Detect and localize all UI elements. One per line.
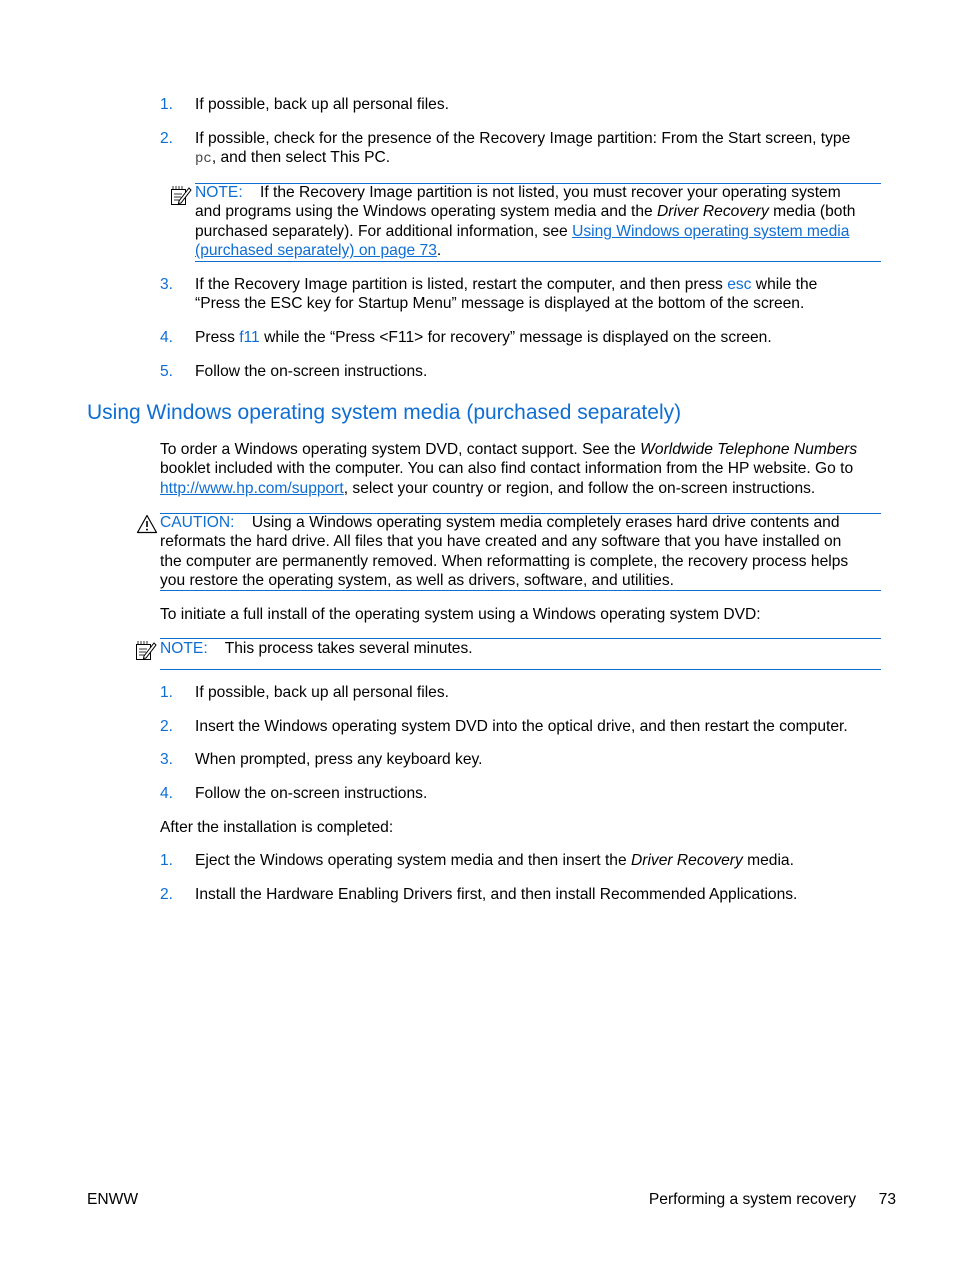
hp-support-link[interactable]: http://www.hp.com/support — [160, 479, 344, 497]
note-label: NOTE: — [160, 640, 208, 657]
footer-section-title: Performing a system recovery — [648, 1191, 856, 1208]
note-pencil-icon — [135, 640, 157, 662]
ui-term: This PC — [330, 149, 386, 167]
step-text: Press f11 while the “Press <F11> for recovery” message is displayed on the screen. — [195, 329, 772, 346]
warning-triangle-icon — [136, 514, 158, 534]
footer-left: ENWW — [87, 1191, 139, 1208]
cross-reference-link[interactable]: Using Windows operating system media — [572, 222, 850, 240]
step-text: Follow the on-screen instructions. — [195, 363, 428, 380]
step-number: 3. — [160, 276, 174, 293]
step-text: If the Recovery Image partition is listed, restart the computer, and then press esc while the “Press the ESC key for Startup Menu” message is displayed at the bottom of the screen. — [195, 276, 818, 313]
caution-box: CAUTION: Using a Windows operating system media completely erases hard drive contents and reformats the hard drive. All files that you have created and any software that you have installed on the computer are permanently removed. When reformatting is complete, the recovery process helps you restore the operating system, as well as drivers, software, and utilities. — [160, 514, 849, 590]
step-text: When prompted, press any keyboard key. — [195, 751, 483, 768]
step-number: 5. — [160, 363, 174, 380]
note-pencil-icon — [170, 185, 192, 207]
intro-paragraph: To initiate a full install of the operating system using a Windows operating system DVD: — [160, 606, 761, 623]
step-number: 2. — [160, 886, 174, 903]
step-number: 1. — [160, 852, 174, 869]
step-text: If possible, back up all personal files. — [195, 684, 449, 701]
key-name: esc — [727, 276, 752, 293]
section-heading: Using Windows operating system media (purchased separately) — [87, 401, 682, 424]
note-rule-bottom — [160, 669, 881, 670]
step-number: 2. — [160, 718, 174, 735]
step-text: If possible, back up all personal files. — [195, 96, 449, 113]
note-rule-bottom — [195, 261, 881, 262]
page-number: 73 — [878, 1191, 896, 1208]
section-paragraph: To order a Windows operating system DVD, contact support. See the Worldwide Telephone Numbers booklet included with the computer. You can also find contact information from the HP website. Go to http://www.hp.com/support, select your country or region, and follow the on-screen instructions. — [160, 441, 858, 497]
step-text: Eject the Windows operating system media and then insert the Driver Recovery media. — [195, 852, 794, 869]
step-number: 2. — [160, 130, 174, 147]
step-text: Insert the Windows operating system DVD into the optical drive, and then restart the computer. — [195, 718, 848, 735]
caution-label: CAUTION: — [160, 514, 235, 531]
step-number: 1. — [160, 96, 174, 113]
step-number: 3. — [160, 751, 174, 768]
key-name: f11 — [239, 329, 260, 346]
code-text: pc — [195, 151, 212, 168]
note-box: NOTE: This process takes several minutes. — [160, 640, 473, 657]
step-number: 1. — [160, 684, 174, 701]
after-paragraph: After the installation is completed: — [160, 819, 394, 836]
step-text: If possible, check for the presence of the Recovery Image partition: From the Start screen, type pc, and then select This PC. — [195, 130, 851, 168]
step-text: Install the Hardware Enabling Drivers first, and then install Recommended Applications. — [195, 886, 798, 903]
caution-rule-bottom — [160, 590, 881, 591]
step-text: Follow the on-screen instructions. — [195, 785, 428, 802]
step-number: 4. — [160, 329, 174, 346]
step-number: 4. — [160, 785, 174, 802]
note-box: NOTE: If the Recovery Image partition is not listed, you must recover your operating system and programs using the Windows operating system media and the Driver Recovery media (both purchased separately). For additional information, see Using Windows operating system media (purchased separately) on page 73. — [195, 184, 856, 260]
cross-reference-link[interactable]: (purchased separately) on page 73 — [195, 242, 437, 260]
note-label: NOTE: — [195, 184, 243, 201]
